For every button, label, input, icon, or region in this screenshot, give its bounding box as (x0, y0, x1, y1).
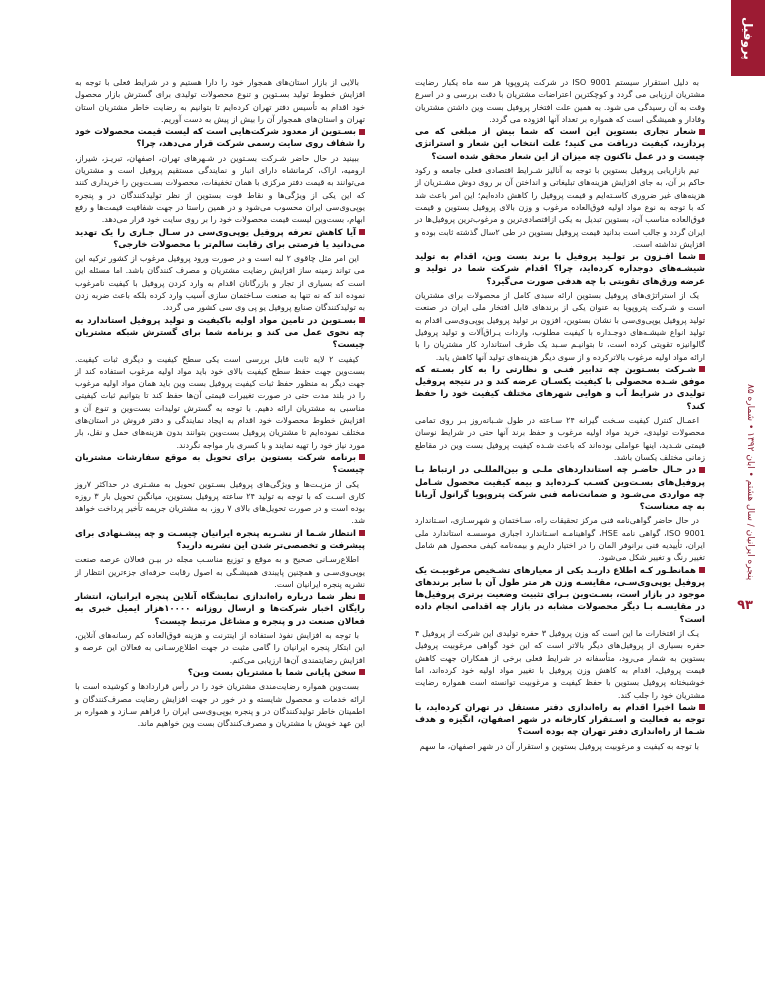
bullet-square-icon (699, 129, 705, 135)
answer-paragraph: تیم بازاریابی پروفیل بستوین با توجه به آنالیز شـرایط اقتصادی فعلی جامعه و رکود حاکم بر آن، به جای افزایش هزینه‌های تبلیغاتی و انداختن آن بر روی دوش مشـتریان از هزینه‌های غیر ضروری کاسـته‌ایم و قیمت پروفیل را کاهش داده‌ایم؛ این امر باعث شد که با توجه به نوع مواد اولیه فوق‌العاده مرغوب و وزن بالای پروفیل بستوین و قیمت فوق‌العاده مناسب آن، بستوین تبدیل به یکی ازاقتصادی‌ترین و مرغوب‌ترین پروفیل‌ها در ایران گردد و جالب است بدانید قیمت پروفیل بستوین در طی ۲سال گذشته ثابت بوده و افزایش نداشته است. (415, 165, 705, 249)
question-heading (75, 315, 365, 352)
bullet-square-icon (699, 567, 705, 573)
question-heading (75, 667, 365, 679)
question-text: انتظار شـما از نشـریه پنجره ایرانیان چیسـت و چه پیشـنهادی برای پیشرفت و تخصصی‌تر شدن این نشریه دارید؟ (75, 528, 365, 551)
question-heading (415, 251, 705, 288)
question-text: آیا کاهش تعرفه پروفیل یوپی‌وی‌سی در سـال جـاری را یک تهدید می‌دانید یا فرصتی برای رقابت سالم‌تر با محصولات خارجی؟ (75, 227, 365, 250)
bullet-square-icon (359, 229, 365, 235)
right-column (415, 76, 705, 753)
question-heading (75, 452, 365, 477)
question-text: سخن پایانی شما با مشتریان بست وین؟ (187, 667, 356, 678)
bullet-square-icon (699, 704, 705, 710)
question-heading (75, 227, 365, 252)
question-text: در حـال حاضـر چه استانداردهای ملـی و بین‌المللـی در ارتباط بـا پروفیل‌های بسـت‌وین کسـب کـرده‌اید و بیمه کیفیت محصول شـامل چه مواردی می‌شـود و ضمانت‌نامه فنی شرکت پتروپویا گرانول آریانا به چه معناست؟ (415, 465, 705, 513)
question-heading (75, 528, 365, 553)
question-text: برنامه شرکت بستوین برای تحویل به موقع سفارشات مشتریان چیست؟ (75, 452, 365, 476)
question-heading (415, 565, 705, 626)
running-footer: پنجره ایرانیان / سال هشتم • ابان ۱۳۹۲ • شماره ۸۵ (745, 383, 755, 580)
question-heading (415, 364, 705, 413)
answer-paragraph: یـک از افتخارات ما این است که وزن پروفیل ۳ حفره تولیدی این شرکت از پروفیل ۴ حفره بسیاری از پروفیل‌های دیگر بالاتر است که این خود گواهی مرغوبیت پروفیل بستوین به شمار می‌رود، متأسفانه در شرایط فعلی برخی از همکاران جهت کاهش قیمت پروفیل، اقدام به کاهش وزن پروفیل با تغییر مواد اولیه خود کرده‌اند، اما خوشبختانه پروفیل بستوین با حفظ کیفیت و مرغوبیت توانسته است همواره رضایت مشتریان خود را جلب کند. (415, 628, 705, 700)
bullet-square-icon (359, 129, 365, 135)
question-heading (415, 464, 705, 513)
bullet-square-icon (699, 366, 705, 372)
answer-paragraph: بست‌وین همواره رضایت‌مندی مشتریان خود را در رأس قراردادها و کوشیده است با ارائه خدمات و محصول شایسته و در خور در جهت افزایش رضایت مصرف‌کنندگان و اطمینان خاطر تولیدکنندگان در و پنجره یوپی‌وی‌سی ایران را فراهم سـازد و همواره بر این عهد خویش با مشتریان و مصرف‌کنندگان بست وین خواهیم ماند. (75, 681, 365, 729)
question-heading (415, 702, 705, 739)
answer-paragraph: به دلیل استقرار سیستم ISO 9001 در شرکت پتروپویا هر سه ماه یکبار رضایت مشتریان ارزیابی می گردد و کوچکترین اعتراضات مشتریان با دقت بررسی و در اسرع وقت به آن رسیدگی می شود. به همین علت افتخار پروفیل بست وین داشتن مشتریان وفادار و همیشگی است که همواره بر تعداد آنها افزوده می گردد. (415, 77, 705, 124)
question-text: شما افـزون بر تولـید پروفیل با برند بست وین، اقدام به تولید شیشـه‌های دوجداره کرده‌اید، چرا؟ اقدام شرکت شما در تولید و عرضه ورق‌های تقویتی با چه هدفی صورت می‌گیرد؟ (415, 252, 705, 287)
bullet-square-icon (359, 454, 365, 460)
question-heading (75, 126, 365, 151)
answer-paragraph: کیفیت ۲ لایه ثابت قابل بررسی است یکی سطح کیفیت و دیگری ثبات کیفیت. بست‌وین جهت حفظ سطح کیفیت بالای خود باید مواد اولیه مرغوب استفاده کند از جهت دیگر به منظور حفظ ثبات کیفیت پروفیل بست وین باید همان مواد اولیه مرغوب را در بلند مدت حتی در صورت تغییرات قیمتی آن‌ها حفظ کند تا بتوانیم ثبات کیفیتی مناسبی به مشتریان ارائه دهیم. با توجه به گسترش تولیدات بست‌وین و تنوع آن و افزایش خطوط محصولات خود اقدام به ایجاد نمایندگی و دفتر فروش در استان‌های مختلف نموده‌ایم تا مشتریان پروفیل بست‌وین بتوانند بدون هزینه‌های حمل و نقل، بار مورد نیاز خود را تهیه نمایند و با کسری بار مواجه نگردند. (75, 353, 365, 450)
question-text: شما اخیرا اقدام به راه‌اندازی دفتر مستقل در تهران کرده‌اید، با توجه به فعالیت و اسـتقرار کارخانه در شهر اصفهان، انگیزه و هدف شـما از راه‌اندازی دفتر تهران چه بوده است؟ (415, 702, 705, 738)
question-text: بسـتوین از معدود شرکت‌هایی است که لیست قیمت محصولات خود را شفاف روی سایت رسمی شرکت قرار می‌دهد، چرا؟ (75, 127, 365, 150)
answer-paragraph: با توجه به کیفیت و مرغوبیت پروفیل بستوین و استقرار آن در شهر اصفهان، ما سهم (419, 740, 699, 751)
question-text: همانطـور کـه اطلاع داریـد یکی از معیارهای تشـخیص مرغوبیـت یک پروفیل یوپی‌وی‌سـی، مقایسـه وزن هر متر طول آن با سایر برندهای موجود در بازار است، بسـت‌وین بـرای تثبیت وضعیت برتری پروفیل‌ها در مقایسـه بـا دیگر محصولات مشابه در بازار چه اقدامی انجام داده است؟ (415, 565, 705, 625)
question-heading (415, 126, 705, 163)
bullet-square-icon (699, 254, 705, 260)
answer-paragraph: یک از استراتژی‌های پروفیل بستوین ارائه سبدی کامل از محصولات برای مشتریان است و شـرکت پتروپویا به عنوان یکی از برندهای قابل افتخار ملی ایران در صنعت تولید پروفیل یوپی‌وی‌سی با نشان بستوین، افزون بر تولید پروفیل یوپی‌وی‌سی اقدام به تولید انواع شیشـه‌های دوجـداره با کیفیت مطلوب، واردات یـراق‌آلات و تولید پروفیل گالوانیزه تقویتی کرده است، تا بتوانیـم سـبد یک طرف استاندارد کار مشتریان را با ارائه مواد اولیه مرغوب بالاترکرده و از سوی دیگر هزینه‌های تولید آنها کاهش یابد. (415, 290, 705, 362)
answer-paragraph: در حال حاضر گواهی‌نامه فنی مرکز تحقیقات راه، سـاختمان و شهرسـازی، اسـتاندارد ISO 9001، گواهی نامه HSE، گواهینامـه اسـتاندارد اجباری موسسـه استاندارد ملی ایران، تأییدیه فنی برانوفر المان را در اختیار داریم و بیمه‌نامه کیفی محصول هم شامل تغییر رنگ و تغییر شکل می‌شود. (415, 515, 705, 563)
left-column (75, 76, 365, 730)
answer-paragraph: اطلاع‌رسـانی صحیح و به موقع و توزیع مناسـب مجله در بیـن فعالان عرصه صنعت یوپی‌وی‌سـی و همچنین پایبندی همیشـگی به اصول رقابت حرفه‌ای جزء‌ترین انتظار از نشریه پنجره ایرانیان است. (75, 554, 365, 589)
question-text: نظر شما درباره راه‌اندازی نمایشگاه آنلاین پنجره ایرانیان، انتشار رایگان اخبار شرکت‌ها و ارسال روزانه ۱۰۰۰۰هزار ایمیل خبری به فعالان صنعت در و پنجره و مشاغل مرتبط چیست؟ (75, 592, 365, 627)
section-label: پروفیل (741, 16, 755, 60)
page-number: ۹۳ (737, 598, 753, 613)
answer-paragraph: ببینید در حال حاضر شـرکت بسـتوین در شـهرهای تهران، اصفهان، تبریـز، شیراز، ارومیه، اراک، کرمانشاه دارای انبار و نمایندگی مستقیم پروفیل است و مشتریان می‌توانند به قیمت دفتر مرکزی با همان تخفیفات، محصولات بسـت‌وین را خریداری کنند که این یکی از ویژگی‌ها و نقاط قوت بستوین از نظر تولیدکنندگان در و پنجره یوپی‌وی‌سی ایران محسوب می‌شود و در همین راستا در جهت شفافیت قیمت‌ها و رفع ابهام، بست‌وین لیست قیمت محصولات خود را بر روی سایت خود قرار می‌دهد. (75, 152, 365, 225)
question-text: شـرکت بسـتوین چه تدابیر فنـی و نظارتی را به کار بسـته که موفق شـده محصولی با کیفیت یکسـان عرضه کند و در نتیجه پروفیل تولیدی در شرایط آب و هوایی شهرهای مختلف کیفیت خود را حفظ کند؟ (415, 364, 705, 412)
answer-paragraph: این امر مثل چاقوی ۲ لبه است و در صورت ورود پروفیل مرغوب از کشور ترکیه این می تواند زمینه ساز افزایش رضایت مشتریان و مصرف کنندگان باشد. اما مسئله این است که بسیاری از تجار و بازرگانان اقدام به وارد کردن پروفیل با کیفیت نامرغوب نموده اند که نه تنها به صنعت سـاختمان سازی آسیب وارد کرده بلکه باعث ضربه زدن به تولیدکنندگان صنایع پروفیل یو پی وی سی کشور می گردد. (75, 253, 365, 313)
answer-paragraph: بالایی از بازار استان‌های همجوار خود را دارا هستیم و در شرایط فعلی با توجه به افزایش خطوط تولید بسـتوین و تنوع محصولات تولیدی برای گسترش بازار محصول خود اقدام به تأسیس دفتر تهران کرده‌ایم تا بتوانیم به رضایت خاطر مشتریان استان تهران و استان‌های همجوار آن را بیش از پیش به دست آوریم. (75, 77, 365, 124)
answer-paragraph: اعمـال کنترل کیفیت سـخت گیرانه ۲۴ سـاعته در طول شـبانه‌روز بـر روی تمامی محصولات تولیدی، خرید مواد اولیه مرغوب و حفظ برند آنها حتی در شرایط نوسان قیمتی شـدید، اینها عواملی بوده‌اند که باعث شـده کیفیت پروفیل بست وین در مقاطع زمانی مختلف یکسان باشد. (415, 415, 705, 462)
bullet-square-icon (359, 669, 365, 675)
question-text: شعار تجاری بستوین این است که شما بیش از مبلغی که می پردازید، کیفیت دریافت می کنید؛ علت انتخاب این شعار و استراتژی چیست و در عمل تاکنون چه میزان از این شعار محقق شده است؟ (415, 127, 705, 162)
bullet-square-icon (359, 594, 365, 600)
answer-paragraph: یکی از مزیـت‌ها و ویژگی‌های پروفیل بسـتوین تحویل به مشـتری در حداکثر ۷روز کاری اسـت که با توجه به تولید ۲۴ ساعته پروفیل بستوین، میانگین تحویل بار ۳ روزه بوده است و در صورت تحویل‌های بالای ۷ روز، به مشتریان جریمه تأخیر پرداخت خواهد شد. (75, 478, 366, 526)
bullet-square-icon (359, 530, 365, 536)
question-heading (75, 591, 365, 628)
section-tab (731, 0, 765, 76)
question-text: بسـتوین در تامین مواد اولیه باکیفیت و تولید پروفیل استاندارد به چه نحوی عمل می کند و برنامه شما برای گسترش شبکه مشتریان چیست؟ (75, 315, 365, 351)
bullet-square-icon (699, 467, 705, 473)
answer-paragraph: با توجه به افزایش نفوذ استفاده از اینترنت و هزینه فوق‌العاده کم رسانه‌های آنلاین، این ابتکار پنجره ایرانیان را گامی مثبت در جهت اطلاع‌رسـانی به فعالان این عرصه و افزایش رضایتمندی آن‌ها ارزیابی می‌کنم. (75, 630, 365, 665)
bullet-square-icon (359, 317, 365, 323)
